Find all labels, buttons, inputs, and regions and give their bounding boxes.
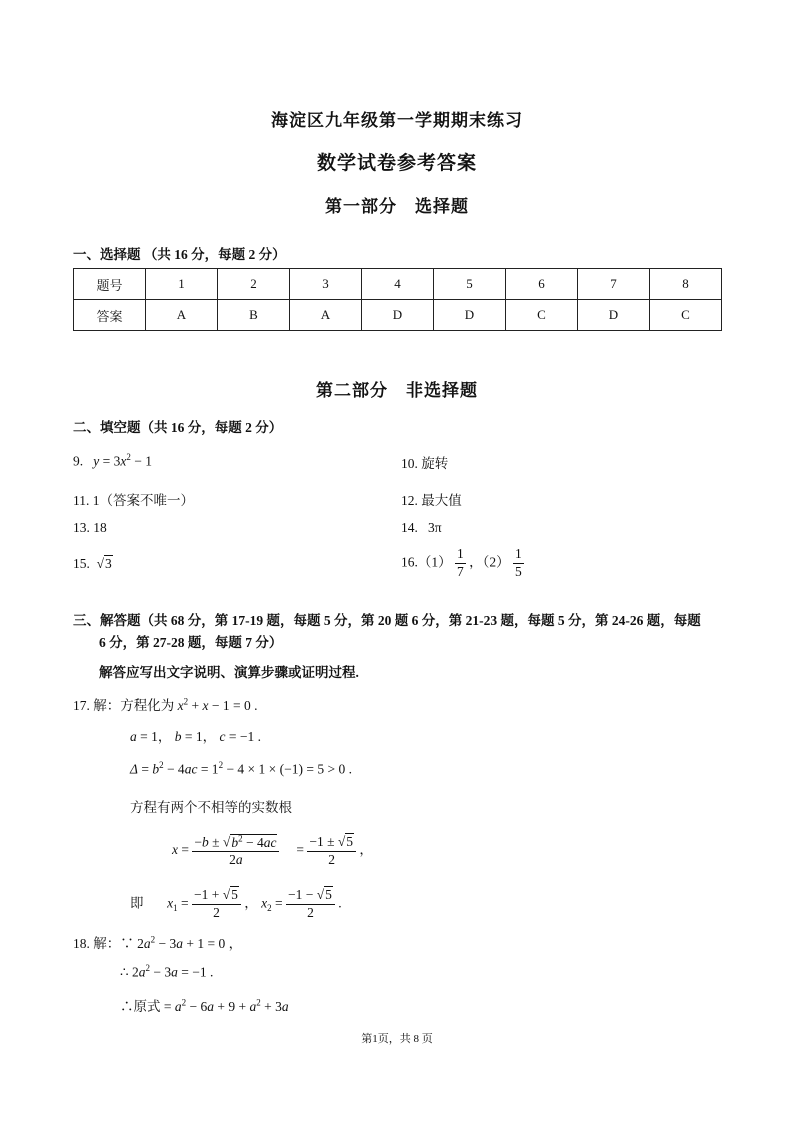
q17-label: 17. 解：方程化为 xyxy=(73,698,175,713)
answer-15: 15. √3 xyxy=(73,556,112,571)
table-cell: 4 xyxy=(362,269,434,300)
table-cell: A xyxy=(146,300,218,331)
answer-13: 13. 18 xyxy=(73,520,107,535)
q17-roots-text: 方程有两个不相等的实数根 xyxy=(130,800,292,815)
table-cell: 2 xyxy=(218,269,290,300)
q18-line1: 18. 解：∵ $2a^2 - 3a + 1 = 0$ ， xyxy=(73,934,243,951)
answer-16: 16.（1） $\frac{1}{7}$ ，（2） $\frac{1}{5}$ xyxy=(401,546,522,579)
q17-ji: 即 xyxy=(130,895,144,911)
table-cell: 7 xyxy=(578,269,650,300)
table-cell: D xyxy=(362,300,434,331)
table-cell: 答案 xyxy=(74,300,146,331)
table-cell: 8 xyxy=(650,269,722,300)
table-cell: 3 xyxy=(290,269,362,300)
q16-separator: ，（2） xyxy=(469,554,510,570)
q18-line3: ∴原式 = $a^2 - 6a + 9 + a^2 + 3a$ xyxy=(120,997,289,1014)
q18-line2: ∴ $2a^2 - 3a = -1$ . xyxy=(120,963,214,980)
q17-discriminant: $\Delta = b^2 - 4ac = 1^2 - 4 \times 1 \times (-1) = 5 > 0$ . xyxy=(130,760,352,777)
q15-label: 15. xyxy=(73,556,90,571)
answer-10: 10. 旋转 xyxy=(401,456,449,471)
q9-label: 9. xyxy=(73,453,84,469)
table-cell: 5 xyxy=(434,269,506,300)
q18-label: 18. 解： xyxy=(73,936,121,951)
q17-solutions: 即 $x_1$ = $\frac{-1 + √5}{2}$ ， $x_2$ = $\frac{-1 - √5}{2}$ . xyxy=(130,887,342,920)
q14-value: 3π xyxy=(428,520,442,535)
q16-label: 16.（1） xyxy=(401,554,452,570)
answer-table xyxy=(73,268,722,331)
table-cell: 6 xyxy=(506,269,578,300)
q17-quadratic-formula: x = $\frac{-b \pm √b^2 - 4ac}{2a}$ = $\frac{-1 \pm √5}{2}$ ， xyxy=(172,833,373,868)
section2-header: 二、填空题（共 16 分，每题 2 分） xyxy=(73,420,283,435)
table-cell: D xyxy=(578,300,650,331)
answer-9: 9. $y = 3x^2 - 1$ xyxy=(73,452,152,469)
table-cell: B xyxy=(218,300,290,331)
section3-header-line2: 6 分，第 27-28 题，每题 7 分） xyxy=(99,635,283,650)
answer-11: 11. 1（答案不唯一） xyxy=(73,493,194,508)
section3-instruction: 解答应写出文字说明、演算步骤或证明过程. xyxy=(99,665,359,680)
table-cell: C xyxy=(650,300,722,331)
part2-heading: 第二部分 非选择题 xyxy=(316,381,478,400)
table-cell: 题号 xyxy=(74,269,146,300)
answer-12: 12. 最大值 xyxy=(401,493,462,508)
page-footer: 第1页，共 8 页 xyxy=(361,1033,433,1045)
table-cell: A xyxy=(290,300,362,331)
q17-line1: 17. 解：方程化为 $x^2 + x - 1 = 0$ . xyxy=(73,696,258,713)
page-title: 海淀区九年级第一学期期末练习 xyxy=(271,111,523,130)
section1-header: 一、选择题 （共 16 分，每题 2 分） xyxy=(73,247,286,262)
answer-14 xyxy=(401,520,442,536)
q9-formula: y xyxy=(93,453,100,469)
q17-coefficients: a = 1， b = 1， c = −1 . xyxy=(130,729,261,744)
section3-header-line1: 三、解答题（共 68 分，第 17-19 题，每题 5 分，第 20 题 6 分，第 21-23 题，每题 5 分，第 24-26 题，每题 xyxy=(73,613,701,628)
table-row xyxy=(74,300,722,331)
table-row xyxy=(74,269,722,300)
part1-heading: 第一部分 选择题 xyxy=(325,197,469,216)
q14-label: 14. xyxy=(401,520,418,535)
table-cell: D xyxy=(434,300,506,331)
page-subtitle: 数学试卷参考答案 xyxy=(316,153,477,174)
table-cell: C xyxy=(506,300,578,331)
table-cell: 1 xyxy=(146,269,218,300)
